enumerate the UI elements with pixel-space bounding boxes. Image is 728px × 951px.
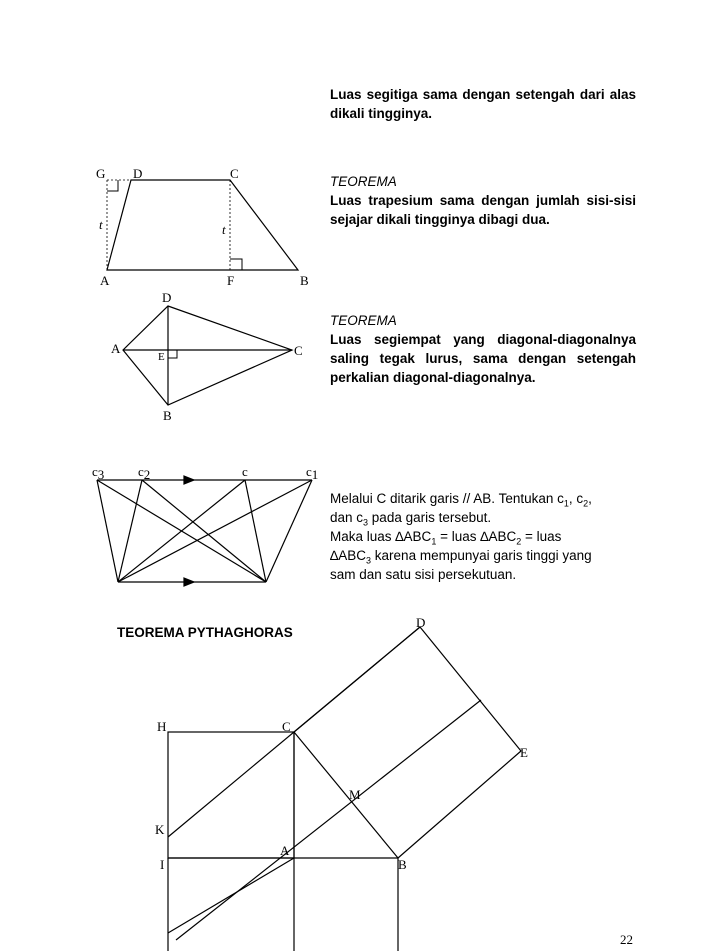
arrow-bottom	[184, 578, 194, 586]
kite-shape	[123, 306, 292, 405]
delta-symbol: ∆	[395, 529, 404, 544]
line-eb	[398, 751, 521, 858]
delta-symbol: ∆	[480, 529, 489, 544]
delta-symbol: ∆	[330, 548, 339, 563]
right-angle-e	[168, 350, 177, 358]
line-through-m	[176, 700, 481, 940]
parallel-triangles-figure	[97, 476, 312, 586]
label-t-right: t	[222, 222, 226, 237]
explanation-line-2: dan $c_3$ pada garis tersebut.	[330, 510, 492, 528]
quadrilateral-theorem-text: Luas segiempat yang diagonal-diagonalnya saling tegak lurus, sama dengan setengah perkalian diagonal-diagonalnya.	[330, 332, 636, 385]
trapezoid-theorem-heading: TEOREMA	[330, 174, 397, 189]
label-D-kite: D	[162, 290, 172, 305]
explanation-line-1: Melalui C ditarik garis // AB. Tentukan $c_1$, $c_2$,	[330, 491, 592, 509]
line-de	[420, 627, 521, 751]
label-G: G	[96, 166, 106, 181]
label-C-pyth: C	[282, 719, 291, 734]
arrow-top	[184, 476, 194, 484]
label-t-left: t	[99, 217, 103, 232]
explanation-line-5: sam dan satu sisi persekutuan.	[330, 567, 517, 582]
hypotenuse-cb	[294, 732, 398, 858]
label-c2: c2	[138, 464, 151, 482]
right-angle-g	[107, 180, 118, 191]
label-B-kite: B	[163, 408, 172, 423]
quadrilateral-theorem-heading: TEOREMA	[330, 313, 397, 328]
explanation-line-4: $\Delta ABC_3$ karena mempunyai garis tinggi yang	[330, 548, 592, 566]
label-C-kite: C	[294, 343, 303, 358]
trapezoid-figure	[107, 180, 298, 270]
page-number: 22	[620, 932, 633, 947]
label-M-pyth: M	[349, 787, 361, 802]
label-E-pyth: E	[520, 745, 528, 760]
label-B-trap: B	[300, 273, 309, 288]
pythagoras-figure	[168, 627, 521, 951]
label-I-pyth: I	[160, 857, 165, 872]
label-E-kite: E	[158, 351, 165, 363]
label-c3: c3	[92, 464, 105, 482]
trapezoid-theorem-text: Luas trapesium sama dengan jumlah sisi-sisi sejajar dikali tingginya dibagi dua.	[330, 193, 636, 227]
label-A-pyth: A	[280, 843, 290, 858]
label-A-kite: A	[111, 341, 121, 356]
square-on-ac	[168, 732, 294, 858]
explanation-line-3: Maka luas $\Delta ABC_1$ = luas $\Delta ABC_2$ = luas	[330, 529, 562, 547]
label-C-trap: C	[230, 166, 239, 181]
triangle-area-statement: Luas segitiga sama dengan setengah dari alas dikali tingginya.	[330, 87, 636, 121]
label-c1: c1	[306, 464, 319, 482]
label-K-pyth: K	[155, 822, 165, 837]
label-H-pyth: H	[157, 719, 167, 734]
label-B-pyth: B	[398, 857, 407, 872]
trapezoid-shape	[107, 180, 298, 270]
right-angle-f	[230, 259, 242, 270]
label-A-trap: A	[100, 273, 110, 288]
label-D-pyth: D	[416, 615, 426, 630]
label-c: c	[242, 464, 248, 479]
label-F: F	[227, 273, 235, 288]
line-through-a	[168, 858, 294, 933]
pythagoras-title: TEOREMA PYTHAGHORAS	[117, 625, 293, 640]
label-D-trap: D	[133, 166, 143, 181]
kite-figure	[123, 306, 292, 405]
